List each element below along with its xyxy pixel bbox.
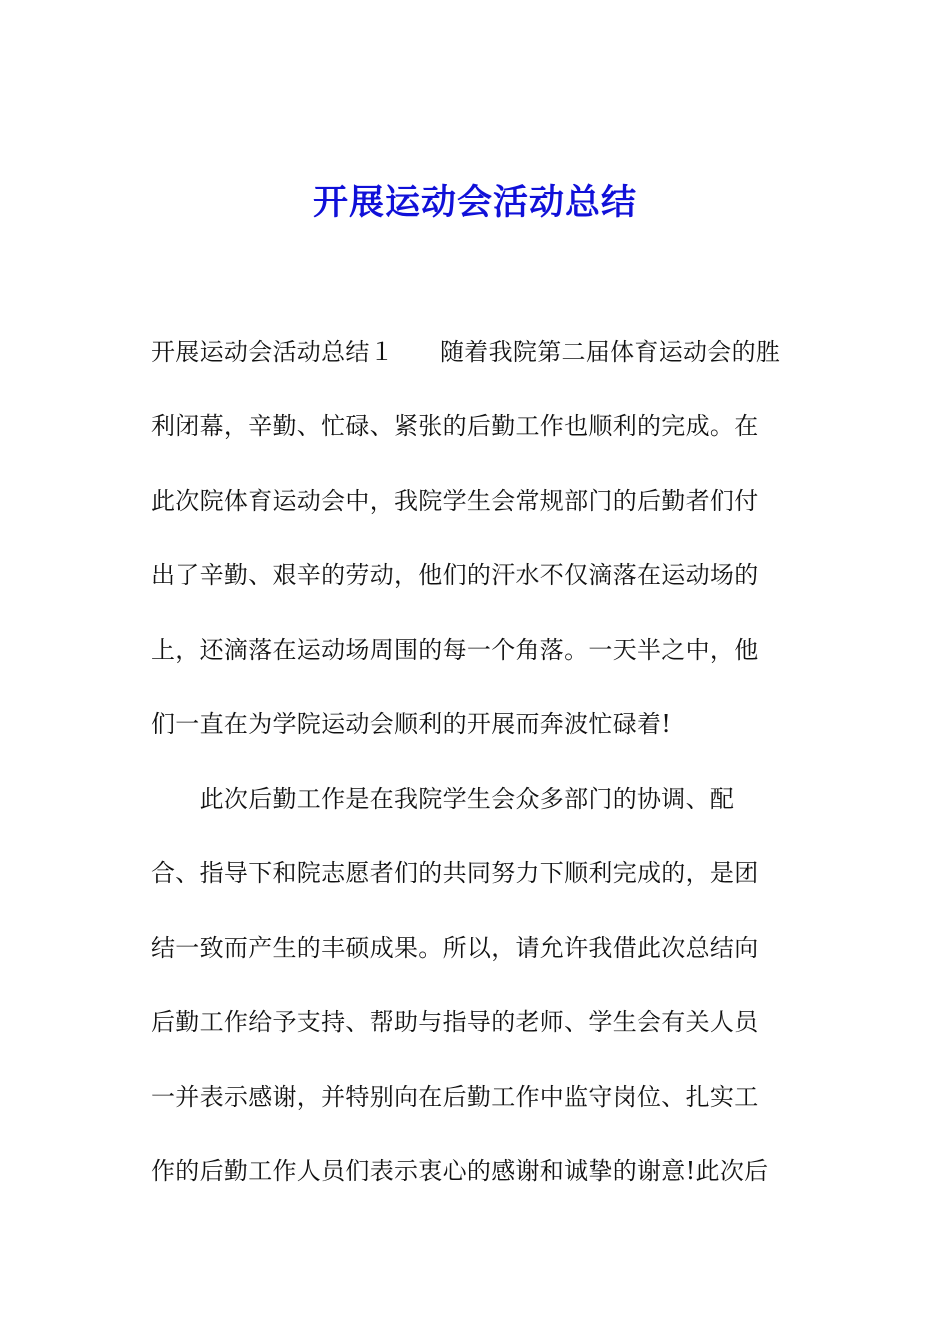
text-line-4: 出了辛勤、艰辛的劳动，他们的汗水不仅滴落在运动场的 bbox=[151, 561, 759, 589]
document-title: 开展运动会活动总结 bbox=[312, 182, 637, 223]
text-line-8: 合、指导下和院志愿者们的共同努力下顺利完成的，是团 bbox=[151, 859, 759, 887]
text-line-7: 此次后勤工作是在我院学生会众多部门的协调、配 bbox=[151, 785, 735, 813]
text-line-11: 一并表示感谢，并特别向在后勤工作中监守岗位、扎实工 bbox=[151, 1083, 759, 1111]
inline-heading: 开展运动会活动总结１ bbox=[151, 338, 394, 366]
text-line-6: 们一直在为学院运动会顺利的开展而奔波忙碌着! bbox=[151, 710, 672, 738]
text-line-3: 此次院体育运动会中，我院学生会常规部门的后勤者们付 bbox=[151, 487, 759, 515]
text-line-9: 结一致而产生的丰硕成果。所以，请允许我借此次总结向 bbox=[151, 934, 759, 962]
text-line-2: 利闭幕，辛勤、忙碌、紧张的后勤工作也顺利的完成。在 bbox=[151, 412, 759, 440]
text-line-1-body: 随着我院第二届体育运动会的胜 bbox=[440, 338, 781, 366]
text-line-1 bbox=[151, 332, 811, 372]
text-line-5: 上，还滴落在运动场周围的每一个角落。一天半之中，他 bbox=[151, 636, 759, 664]
text-line-12: 作的后勤工作人员们表示衷心的感谢和诚挚的谢意!此次后 bbox=[151, 1157, 769, 1185]
text-line-10: 后勤工作给予支持、帮助与指导的老师、学生会有关人员 bbox=[151, 1008, 759, 1036]
